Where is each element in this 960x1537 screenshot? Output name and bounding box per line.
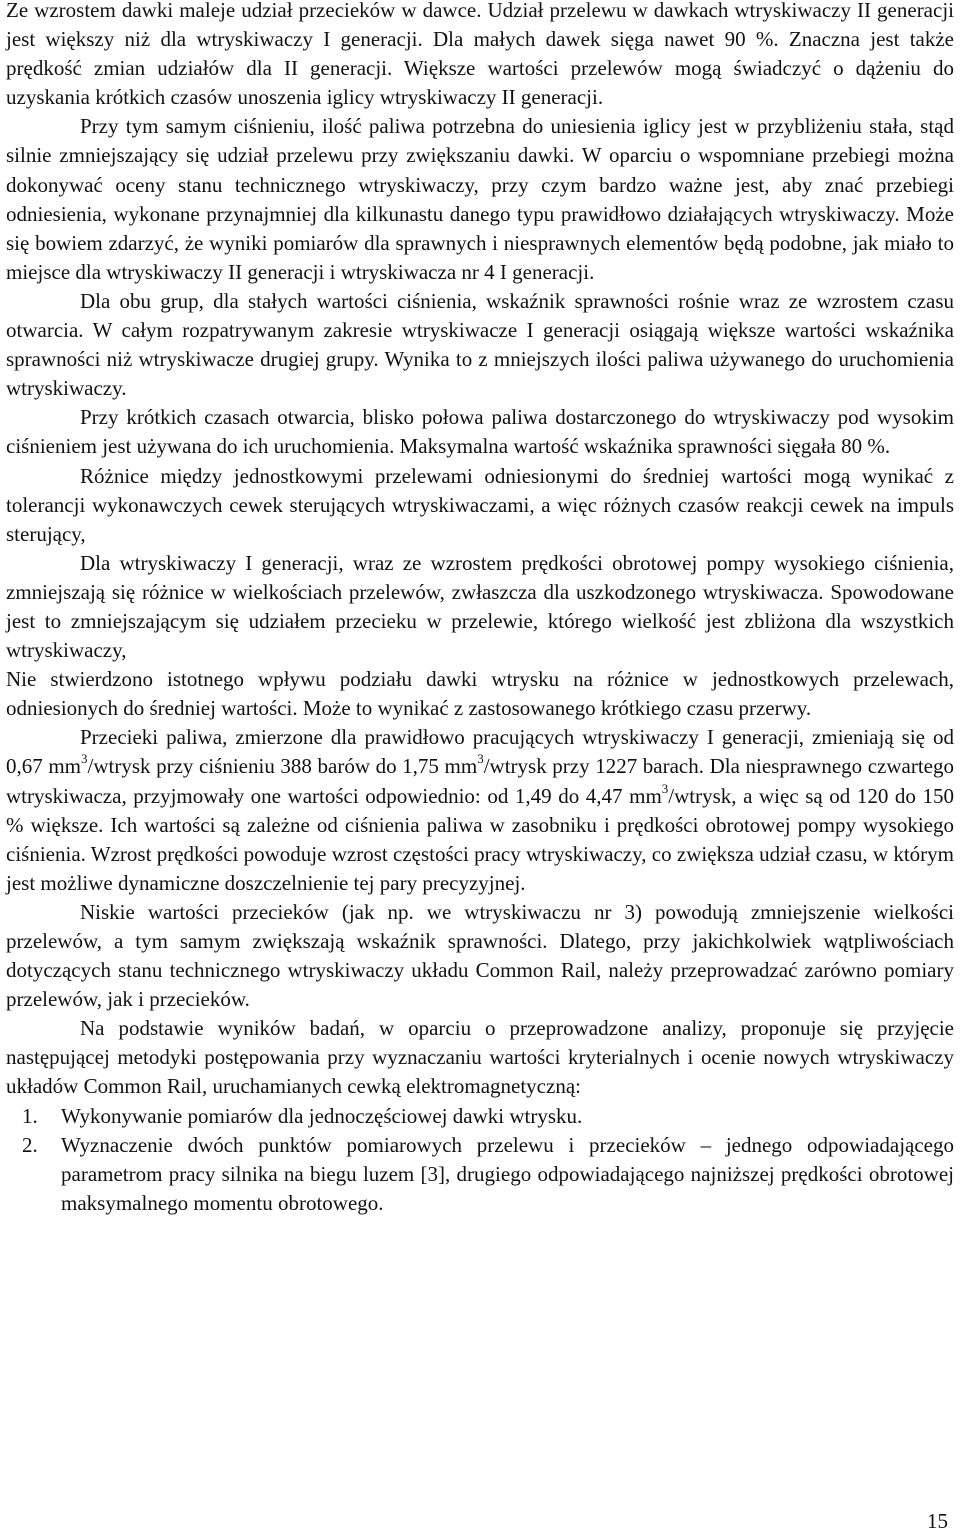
- superscript-cubed: 3: [477, 751, 484, 767]
- paragraph-5-text: Różnice między jednostkowymi przelewami odniesionymi do średniej wartości mogą wynikać z tolerancji wykonawczych cewek sterujących wtryskiwaczami, a więc różnych czasów reakcji cewek na impuls sterujący,: [6, 463, 954, 546]
- numbered-list: [6, 1102, 954, 1218]
- list-item: [6, 1131, 954, 1218]
- list-item-text: Wyznaczenie dwóch punktów pomiarowych przelewu i przecieków – jednego odpowiadającego parametrom pracy silnika na biegu luzem [3], drugiego odpowiadającego najniższej prędkości obrotowej maksymalnego momentu obrotowego.: [61, 1132, 954, 1215]
- paragraph-9-text: Niskie wartości przecieków (jak np. we wtryskiwaczu nr 3) powodują zmniejszenie wielkości przelewów, a tym samym zwiększają wskaźnik sprawności. Dlatego, przy jakichkolwiek wątpliwościach dotyczących stanu technicznego wtryskiwaczy układu Common Rail, należy przeprowadzać zarówno pomiary przelewów, jak i przecieków.: [6, 899, 954, 1012]
- list-item: [6, 1102, 954, 1131]
- paragraph-4: [6, 403, 954, 461]
- paragraph-2: [6, 112, 954, 287]
- superscript-cubed: 3: [661, 780, 669, 796]
- paragraph-10-text: Na podstawie wyników badań, w oparciu o przeprowadzone analizy, proponuje się przyjęcie następującej metodyki postępowania przy wyznaczaniu wartości kryterialnych i ocenie nowych wtryskiwaczy układów Common Rail, uruchamianych cewką elektromagnetyczną:: [6, 1016, 954, 1099]
- paragraph-8: [6, 723, 954, 898]
- page-number: 15: [927, 1509, 948, 1533]
- paragraph-4-text: Przy krótkich czasach otwarcia, blisko połowa paliwa dostarczonego do wtryskiwaczy pod wysokim ciśnieniem jest używana do ich uruchomienia. Maksymalna wartość wskaźnika sprawności sięgała 80 %.: [6, 405, 954, 459]
- list-item-text: Wykonywanie pomiarów dla jednoczęściowej dawki wtrysku.: [61, 1103, 583, 1128]
- paragraph-9: [6, 898, 954, 1014]
- paragraph-8-text-1: Przecieki paliwa, zmierzone dla prawidłowo pracujących wtryskiwaczy I generacji, zmieniają się od 0,67 mm: [6, 725, 954, 779]
- paragraph-3-text: Dla obu grup, dla stałych wartości ciśnienia, wskaźnik sprawności rośnie wraz ze wzrostem czasu otwarcia. W całym rozpatrywanym zakresie wtryskiwacze I generacji osiągają większe wartości wskaźnika sprawności niż wtryskiwacze drugiej grupy. Wynika to z mniejszych ilości paliwa używanego do uruchomienia wtryskiwaczy.: [6, 288, 954, 401]
- paragraph-8-text-3: /wtrysk przy 1227 barach. Dla niesprawnego czwartego wtryskiwacza, przyjmowały one wartości odpowiednio: od 1,49 do 4,47 mm: [6, 754, 955, 808]
- paragraph-3: [6, 287, 954, 403]
- paragraph-1-text: Ze wzrostem dawki maleje udział przecieków w dawce. Udział przelewu w dawkach wtryskiwaczy II generacji jest większy niż dla wtryskiwaczy I generacji. Dla małych dawek sięga nawet 90 %. Znaczna jest także prędkość zmian udziałów dla II generacji. Większe wartości przelewów mogą świadczyć o dążeniu do uzyskania krótkich czasów unoszenia iglicy wtryskiwaczy II generacji.: [6, 0, 954, 110]
- superscript-cubed: 3: [81, 751, 88, 767]
- paragraph-7: [6, 665, 954, 723]
- paragraph-7-text: Nie stwierdzono istotnego wpływu podziału dawki wtrysku na różnice w jednostkowych przelewach, odniesionych do średniej wartości. Może to wynikać z zastosowanego krótkiego czasu przerwy.: [6, 667, 954, 721]
- paragraph-8-text-4: /wtrysk, a więc są od 120 do 150 % większe. Ich wartości są zależne od ciśnienia paliwa w zasobniku i prędkości obrotowej pompy wysokiego ciśnienia. Wzrost prędkości powoduje wzrost częstości pracy wtryskiwaczy, co zwiększa udział czasu, w którym jest możliwe dynamiczne doszczelnienie tej pary precyzyjnej.: [6, 783, 954, 895]
- list-item-number: 1.: [22, 1103, 38, 1128]
- paragraph-6-text: Dla wtryskiwaczy I generacji, wraz ze wzrostem prędkości obrotowej pompy wysokiego ciśnienia, zmniejszają się różnice w wielkościach przelewów, zwłaszcza dla uszkodzonego wtryskiwacza. Spowodowane jest to zmniejszającym się udziałem przecieku w przelewie, którego wielkość jest zbliżona dla wszystkich wtryskiwaczy,: [6, 550, 954, 663]
- paragraph-10: [6, 1014, 954, 1101]
- list-item-number: 2.: [22, 1132, 38, 1157]
- paragraph-6: [6, 549, 954, 665]
- document-page: [6, 0, 954, 1218]
- paragraph-1: [6, 0, 954, 112]
- paragraph-2-text: Przy tym samym ciśnieniu, ilość paliwa potrzebna do uniesienia iglicy jest w przybliżeniu stała, stąd silnie zmniejszający się udział przelewu przy zwiększaniu dawki. W oparciu o wspomniane przebiegi można dokonywać oceny stanu technicznego wtryskiwaczy, przy czym bardzo ważne jest, aby znać przebiegi odniesienia, wykonane przynajmniej dla kilkunastu danego typu prawidłowo działających wtryskiwaczy. Może się bowiem zdarzyć, że wyniki pomiarów dla sprawnych i niesprawnych elementów będą podobne, jak miało to miejsce dla wtryskiwaczy II generacji i wtryskiwacza nr 4 I generacji.: [6, 114, 954, 284]
- paragraph-5: [6, 462, 954, 549]
- paragraph-8-text-2: /wtrysk przy ciśnieniu 388 barów do 1,75 mm: [87, 754, 478, 779]
